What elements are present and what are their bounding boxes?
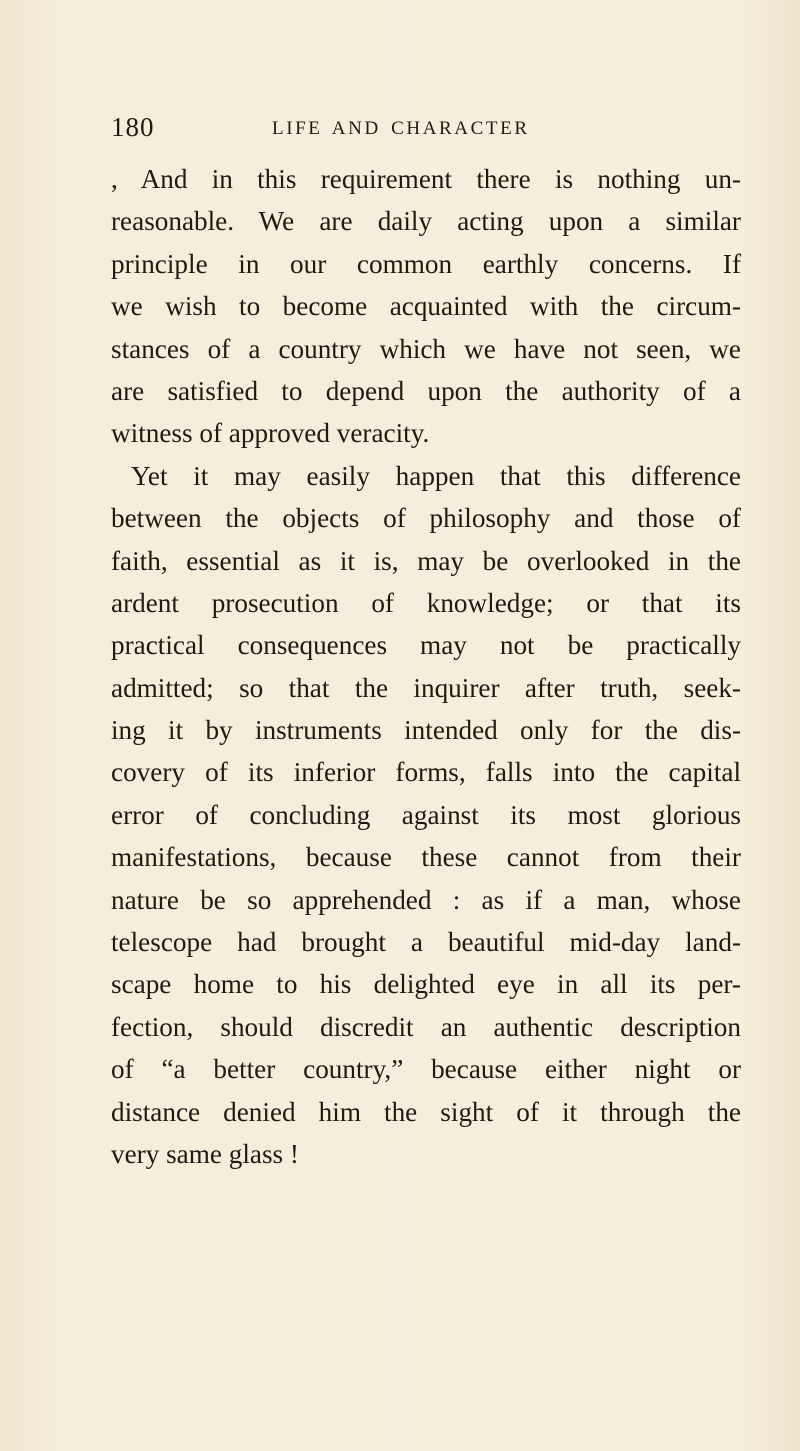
text-line: admitted; so that the inquirer after truth, seek- <box>111 672 741 703</box>
text-line: are satisfied to depend upon the authority of a <box>111 375 741 406</box>
text-line: nature be so apprehended : as if a man, whose <box>111 884 741 915</box>
text-line: Yet it may easily happen that this difference <box>131 460 741 491</box>
text-line: we wish to become acquainted with the circum- <box>111 291 741 322</box>
text-line: ardent prosecution of knowledge; or that its <box>111 587 741 618</box>
text-line: practical consequences may not be practically <box>111 630 741 661</box>
paragraph <box>111 455 741 1176</box>
running-head: LIFE AND CHARACTER <box>272 118 530 139</box>
text-line: covery of its inferior forms, falls into the capital <box>111 757 741 788</box>
text-line: ing it by instruments intended only for the dis- <box>111 715 741 746</box>
paragraph <box>111 158 741 455</box>
page-header <box>111 112 731 152</box>
text-line: telescope had brought a beautiful mid-day land- <box>111 927 741 958</box>
text-line: very same glass ! <box>111 1138 299 1169</box>
text-line: principle in our common earthly concerns. If <box>111 248 741 279</box>
text-line: stances of a country which we have not seen, we <box>111 333 741 364</box>
text-line: reasonable. We are daily acting upon a similar <box>111 206 741 237</box>
body-text <box>111 158 741 1175</box>
text-line: distance denied him the sight of it through the <box>111 1096 741 1127</box>
text-line: error of concluding against its most glorious <box>111 799 741 830</box>
text-line: between the objects of philosophy and those of <box>111 503 741 534</box>
text-line: , And in this requirement there is nothing un- <box>111 164 741 194</box>
page-number: 180 <box>111 112 155 142</box>
text-line: scape home to his delighted eye in all its per- <box>111 969 741 1000</box>
text-line: faith, essential as it is, may be overlooked in the <box>111 545 741 576</box>
text-line: manifestations, because these cannot from their <box>111 842 741 873</box>
text-line: of “a better country,” because either night or <box>111 1054 741 1085</box>
text-line: witness of approved veracity. <box>111 418 430 449</box>
text-line: fection, should discredit an authentic description <box>111 1011 741 1042</box>
